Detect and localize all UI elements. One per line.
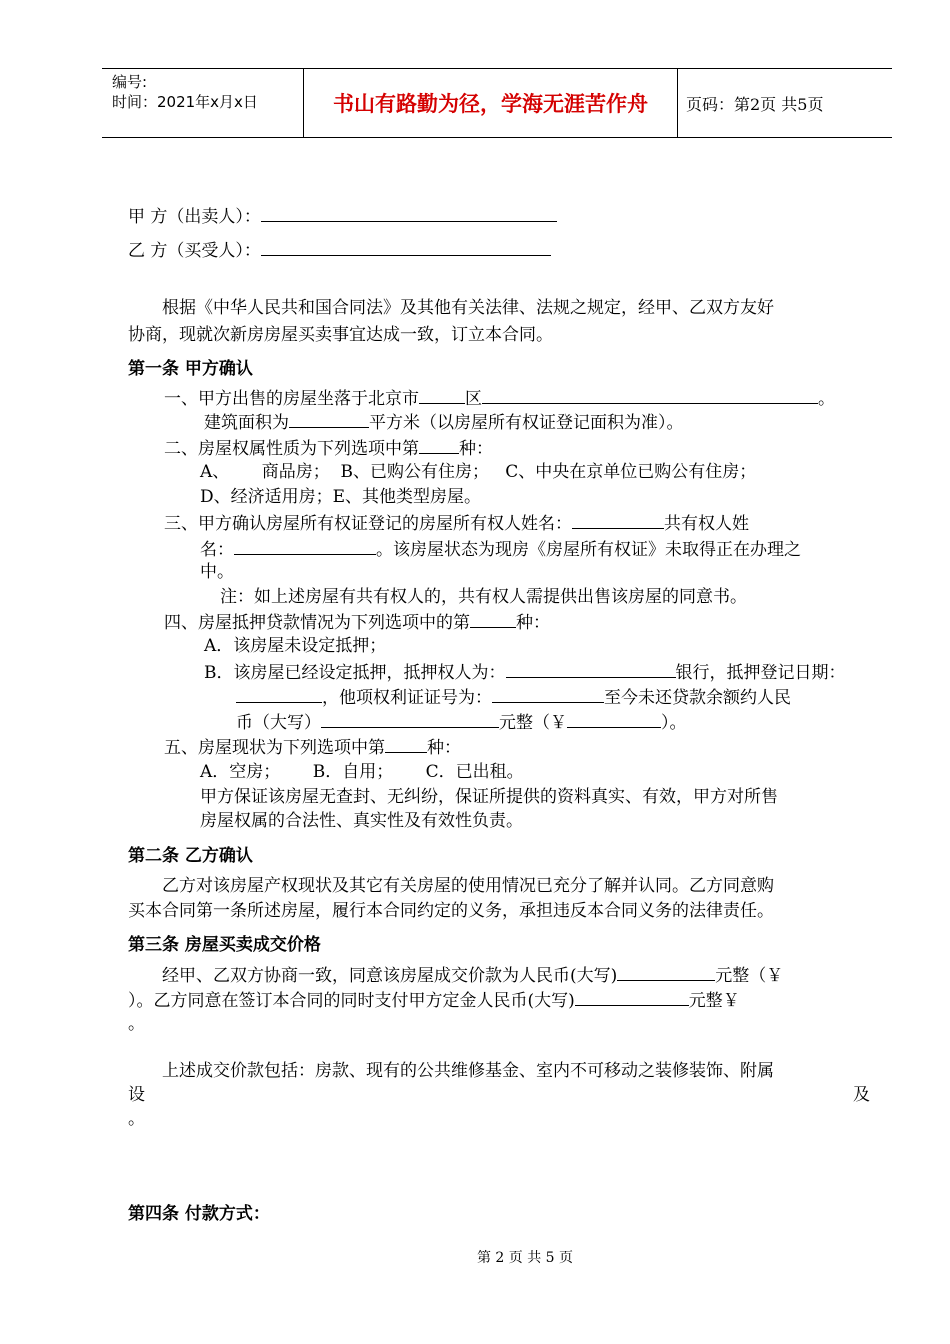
price-yuan-label: 元整（￥ [715, 966, 784, 986]
amount-close: ）。 [661, 713, 687, 733]
a1-item4-option-b-line2 [236, 685, 791, 709]
number-label: 编号: [112, 73, 148, 91]
a1-item3 [164, 511, 749, 535]
price-includes-line2 [128, 1084, 870, 1106]
article-2-title: 第二条 乙方确认 [128, 846, 253, 866]
article-3-line2 [128, 988, 740, 1012]
a1-item4 [164, 610, 550, 634]
a1-item3-status: 。该房屋状态为现房《房屋所有权证》未取得正在办理之 [376, 540, 801, 560]
deposit-yuan-label: 元整￥ [688, 991, 740, 1011]
a1-item2-text-b: 种： [459, 439, 493, 459]
a1-item3-text-b: 共有权人姓 [664, 514, 749, 534]
deposit-words-label: ）。乙方同意在签订本合同的同时支付甲方定金人民币(大写) [128, 991, 575, 1011]
a1-item5-options: A．空房； B．自用； C．已出租。 [200, 762, 524, 782]
a1-item1-line2 [204, 410, 684, 434]
article-4-title: 第四条 付款方式： [128, 1204, 270, 1224]
mortgage-option-blank [470, 610, 516, 628]
amount-number-blank [567, 710, 661, 728]
mortgagee-blank [506, 660, 676, 678]
seller-blank [261, 204, 557, 222]
a1-item2-options-2: D、经济适用房；E、其他类型房屋。 [200, 487, 482, 507]
page-code: 页码：第2页 共5页 [686, 94, 824, 114]
area-blank [289, 410, 369, 428]
price-words-label: 经甲、乙双方协商一致，同意该房屋成交价款为人民币(大写) [162, 966, 618, 986]
address-blank [482, 386, 818, 404]
certificate-label: ，他项权利证证号为： [322, 688, 492, 708]
a1-item4-text-b: 种： [516, 613, 550, 633]
article-3-line1 [162, 963, 783, 987]
area-label: 建筑面积为 [204, 413, 289, 433]
price-includes-line1: 上述成交价款包括：房款、现有的公共维修基金、室内不可移动之装修装饰、附属 [162, 1061, 774, 1081]
amount-words-blank [321, 710, 499, 728]
a1-item5-text-b: 种： [427, 738, 461, 758]
price-includes-left: 设 [128, 1085, 145, 1105]
ownership-type-blank [419, 436, 459, 454]
a1-item1-text-a: 一、甲方出售的房屋坐落于北京市 [164, 389, 419, 409]
a1-item5-text-a: 五、房屋现状为下列选项中第 [164, 738, 385, 758]
mortgage-date-label: 银行，抵押登记日期： [675, 663, 846, 683]
page-header [102, 68, 892, 138]
a1-item4-option-a: A．该房屋未设定抵押； [204, 636, 387, 656]
district-blank [419, 386, 465, 404]
a1-item3-note: 注：如上述房屋有共有权人的，共有权人需提供出售该房屋的同意书。 [220, 587, 747, 607]
loan-balance-label: 至今未还贷款余额约人民 [604, 688, 791, 708]
mortgagee-label: B．该房屋已经设定抵押，抵押权人为： [204, 663, 506, 683]
a1-guarantee-line1: 甲方保证该房屋无查封、无纠纷，保证所提供的资料真实、有效，甲方对所售 [200, 787, 778, 807]
certificate-blank [492, 685, 604, 703]
article-3-line3: 。 [128, 1014, 145, 1034]
a1-item2 [164, 436, 493, 460]
amount-words-label: 币（大写） [236, 713, 321, 733]
buyer-blank [261, 238, 551, 256]
a1-item3-line2 [200, 537, 801, 561]
a1-item1 [164, 386, 835, 410]
preamble-line-2: 协商，现就次新房房屋买卖事宜达成一致，订立本合同。 [128, 325, 553, 345]
price-includes-right: 及 [853, 1085, 870, 1105]
area-unit: 平方米（以房屋所有权证登记面积为准）。 [369, 413, 684, 433]
a1-item4-option-b-line3 [236, 710, 687, 734]
deposit-words-blank [575, 988, 689, 1006]
header-slogan: 书山有路勤为径，学海无涯苦作舟 [304, 69, 678, 137]
article-1-title: 第一条 甲方确认 [128, 359, 253, 379]
a1-item3-line3: 中。 [200, 562, 234, 582]
a1-item2-options-1: A、 商品房； B、已购公有住房； C、中央在京单位已购公有住房； [200, 462, 757, 482]
a1-item3-text-a: 三、甲方确认房屋所有权证登记的房屋所有权人姓名： [164, 514, 572, 534]
co-owner-label: 名： [200, 540, 234, 560]
a1-item1-text-b: 区 [465, 389, 482, 409]
buyer-label: 乙 方（买受人）： [128, 241, 261, 261]
mortgage-date-blank [236, 685, 322, 703]
a1-guarantee-line2: 房屋权属的合法性、真实性及有效性负责。 [200, 811, 523, 831]
a1-item5 [164, 735, 461, 759]
buyer-line [128, 238, 551, 262]
preamble-line-1: 根据《中华人民共和国合同法》及其他有关法律、法规之规定，经甲、乙双方友好 [162, 298, 774, 318]
article-3-title: 第三条 房屋买卖成交价格 [128, 935, 321, 955]
a1-item4-text-a: 四、房屋抵押贷款情况为下列选项中的第 [164, 613, 470, 633]
price-words-blank [617, 963, 715, 981]
co-owner-blank [234, 537, 376, 555]
article-2-line1: 乙方对该房屋产权现状及其它有关房屋的使用情况已充分了解并认同。乙方同意购 [162, 876, 774, 896]
page-footer: 第 2 页 共 5 页 [476, 1250, 574, 1266]
price-includes-end: 。 [128, 1109, 145, 1129]
a1-item2-text-a: 二、房屋权属性质为下列选项中第 [164, 439, 419, 459]
time-label: 时间：2021年x月x日 [112, 93, 258, 111]
header-meta [102, 69, 304, 137]
status-option-blank [385, 735, 427, 753]
article-2-line2: 买本合同第一条所述房屋，履行本合同约定的义务，承担违反本合同义务的法律责任。 [128, 901, 774, 921]
seller-label: 甲 方（出卖人）： [128, 207, 261, 227]
amount-yuan-label: 元整（￥ [499, 713, 567, 733]
seller-line [128, 204, 557, 228]
a1-item1-text-c: 。 [818, 389, 835, 409]
a1-item4-option-b [204, 660, 846, 684]
owner-name-blank [572, 511, 664, 529]
